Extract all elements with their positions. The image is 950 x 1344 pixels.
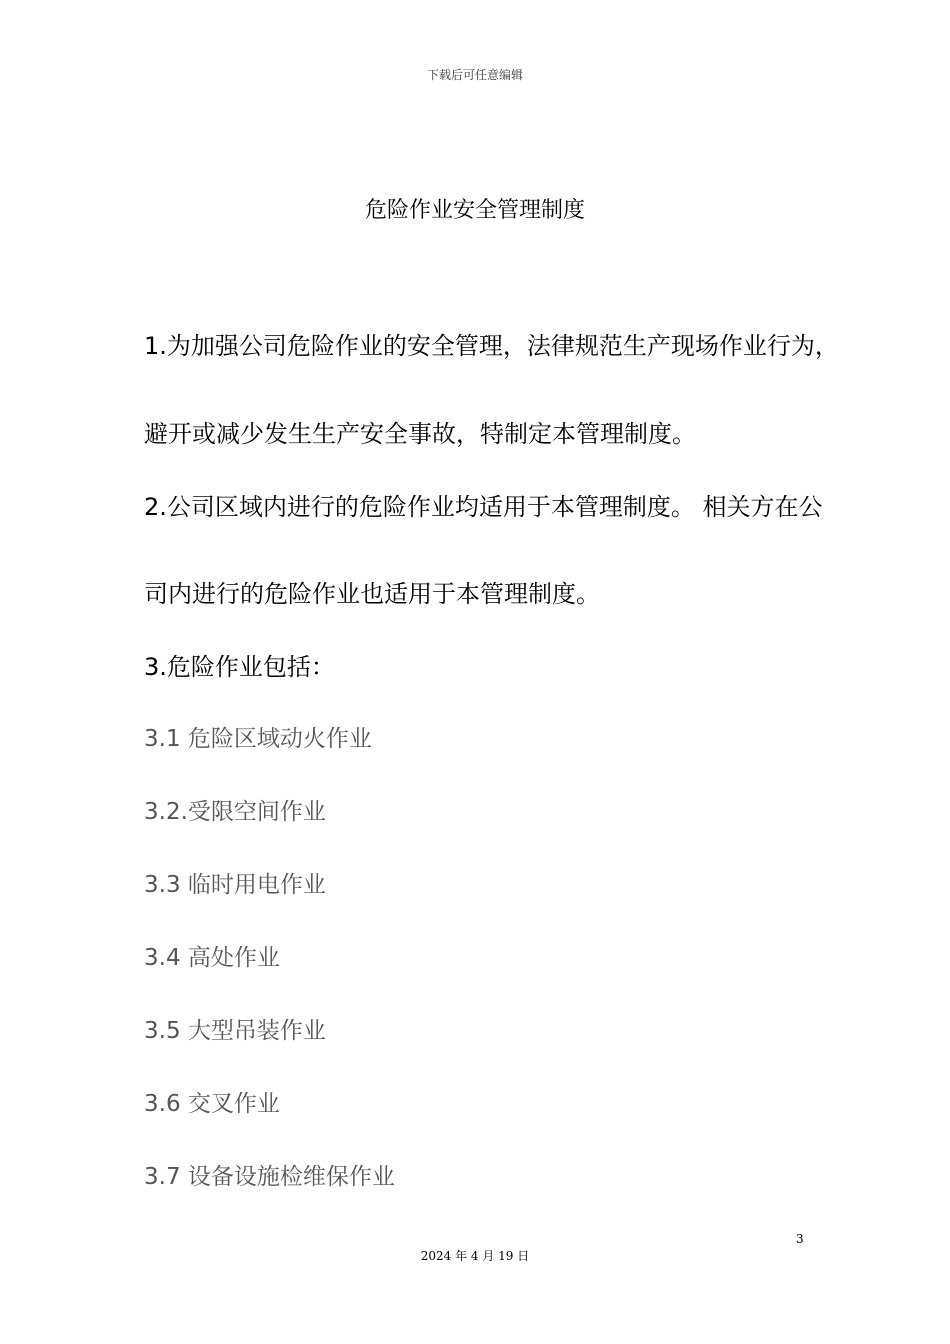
list-item-3-3: 3.3 临时用电作业 [144, 872, 326, 898]
footer-date: 2024 年 4 月 19 日 [420, 1249, 530, 1263]
list-item-3-5: 3.5 大型吊装作业 [144, 1018, 326, 1044]
list-item-3-6: 3.6 交叉作业 [144, 1091, 280, 1117]
header-note: 下载后可任意编辑 [426, 68, 523, 82]
page-number: 3 [796, 1232, 804, 1246]
paragraph-1-line-2: 避开或减少发生生产安全事故，特制定本管理制度。 [144, 420, 696, 448]
paragraph-2-line-1: 2.公司区域内进行的危险作业均适用于本管理制度。 相关方在公 [144, 493, 823, 521]
list-item-3-2: 3.2.受限空间作业 [144, 799, 326, 825]
list-item-3-4: 3.4 高处作业 [144, 945, 280, 971]
paragraph-2-line-2: 司内进行的危险作业也适用于本管理制度。 [144, 580, 600, 608]
list-item-3-7: 3.7 设备设施检维保作业 [144, 1164, 395, 1190]
paragraph-1-line-1: 1.为加强公司危险作业的安全管理，法律规范生产现场作业行为， [144, 332, 839, 360]
list-item-3-1: 3.1 危险区域动火作业 [144, 726, 372, 752]
paragraph-3-line-1: 3.危险作业包括： [144, 653, 335, 681]
document-title: 危险作业安全管理制度 [364, 198, 585, 223]
